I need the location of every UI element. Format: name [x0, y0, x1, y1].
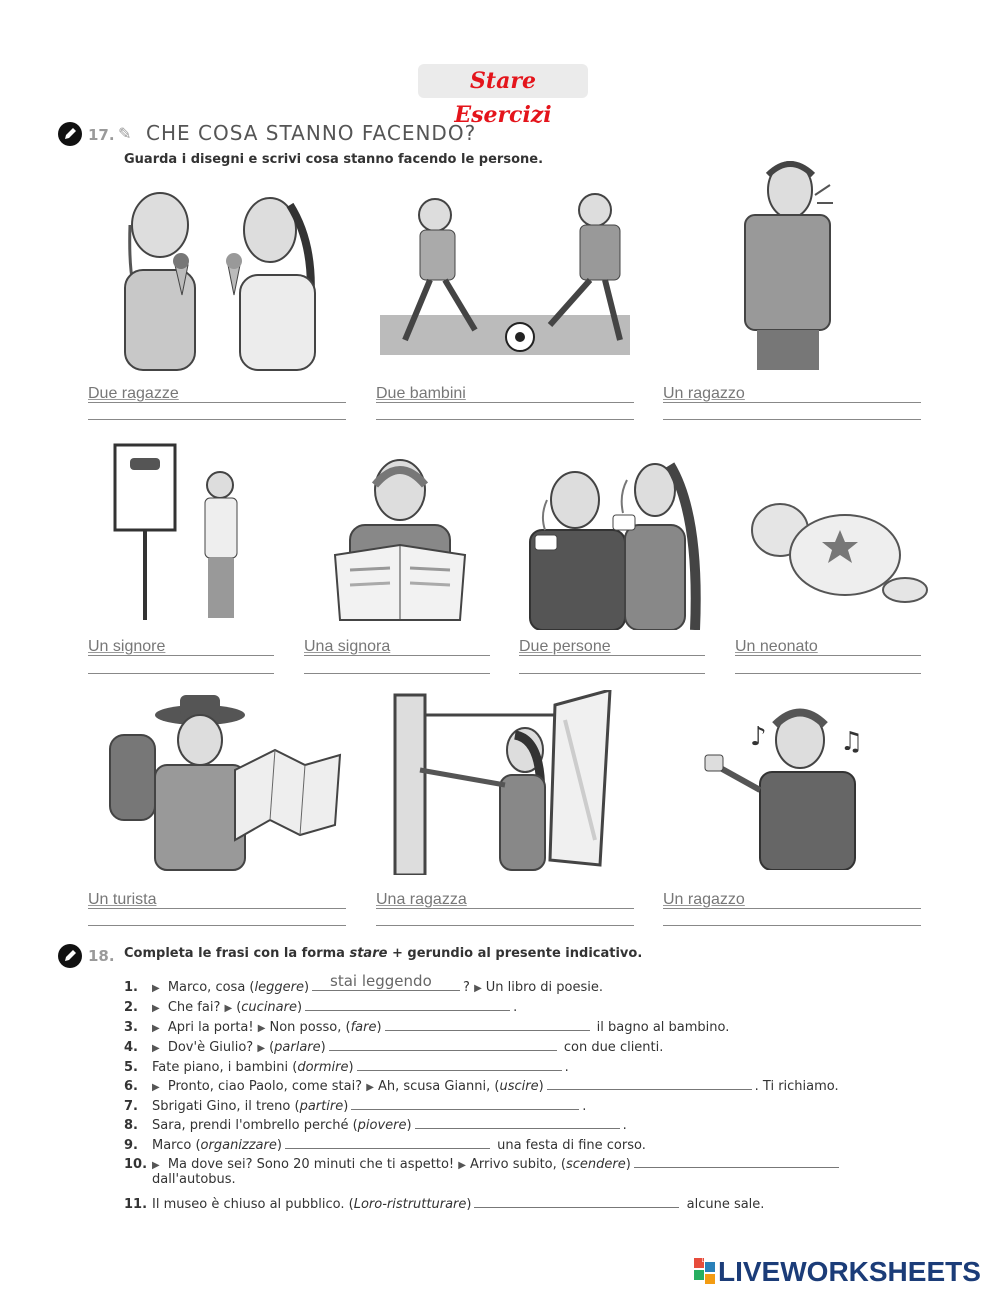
sentence-10-blank[interactable]	[634, 1153, 839, 1168]
item-label-5: Una signora	[304, 638, 391, 655]
sentence-1: 1. ▶ Marco, cosa ( leggere ) stai leggendo ? ▶ Un libro di poesie.	[124, 972, 604, 995]
logo-letters: LIVE	[701, 1258, 713, 1264]
sentence-7: 7. Sbrigati Gino, il treno ( partire ) .	[124, 1095, 586, 1114]
item-label-1: Due ragazze	[88, 385, 179, 402]
sentence-5-blank[interactable]	[357, 1056, 562, 1071]
answer-line-2a[interactable]	[376, 402, 634, 403]
sentence-3: 3. ▶ Apri la porta! ▶ Non posso, ( fare ) il bagno al bambino.	[124, 1016, 729, 1035]
svg-text:♪: ♪	[750, 722, 767, 752]
answer-line-6b[interactable]	[519, 673, 705, 674]
answer-line-1b[interactable]	[88, 419, 346, 420]
boy-listening-music-picture	[690, 700, 875, 870]
answer-line-10a[interactable]	[663, 908, 921, 909]
answer-line-5a[interactable]	[304, 655, 490, 656]
sentence-10: 10. ▶ Ma dove sei? Sono 20 minuti che ti aspetto! ▶ Arrivo subito, ( scendere )	[124, 1153, 842, 1172]
answer-line-4b[interactable]	[88, 673, 274, 674]
item-label-4: Un signore	[88, 638, 166, 655]
girl-opening-window-picture	[390, 690, 620, 875]
sentence-8: 8. Sara, prendi l'ombrello perché ( piovere ) .	[124, 1114, 627, 1133]
item-label-9: Una ragazza	[376, 891, 467, 908]
exercise-17-title: CHE COSA STANNO FACENDO?	[146, 121, 477, 145]
sentence-11-blank[interactable]	[474, 1193, 679, 1208]
item-label-10: Un ragazzo	[663, 891, 745, 908]
answer-line-5b[interactable]	[304, 673, 490, 674]
baby-sleeping-picture	[745, 480, 930, 620]
answer-line-7b[interactable]	[735, 673, 921, 674]
woman-reading-newspaper-picture	[320, 450, 480, 625]
answer-line-1a[interactable]	[88, 402, 346, 403]
answer-line-4a[interactable]	[88, 655, 274, 656]
item-label-2: Due bambini	[376, 385, 466, 402]
sentence-8-blank[interactable]	[415, 1114, 620, 1129]
exercise-18-number: 18.	[88, 947, 115, 965]
sentence-2-blank[interactable]	[305, 996, 510, 1011]
answer-line-7a[interactable]	[735, 655, 921, 656]
sentence-5: 5. Fate piano, i bambini ( dormire ) .	[124, 1056, 569, 1075]
girls-eating-ice-cream-picture	[100, 185, 340, 375]
exercise-17-number: 17.	[88, 126, 115, 144]
item-label-7: Un neonato	[735, 638, 818, 655]
answer-line-2b[interactable]	[376, 419, 634, 420]
sentence-11: 11. Il museo è chiuso al pubblico. ( Loro-ristrutturare ) alcune sale.	[124, 1193, 764, 1212]
answer-line-9b[interactable]	[376, 925, 634, 926]
sentence-3-blank[interactable]	[385, 1016, 590, 1031]
people-drinking-coffee-picture	[515, 455, 715, 630]
sentence-2: 2. ▶ Che fai? ▶ ( cucinare ) .	[124, 996, 517, 1015]
answer-line-8b[interactable]	[88, 925, 346, 926]
svg-text:♫: ♫	[840, 727, 864, 757]
sentence-7-blank[interactable]	[351, 1095, 579, 1110]
sentence-9: 9. Marco ( organizzare ) una festa di fine corso.	[124, 1134, 646, 1153]
exercise-17-instruction: Guarda i disegni e scrivi cosa stanno facendo le persone.	[124, 152, 544, 167]
sentence-4: 4. ▶ Dov'è Giulio? ▶ ( parlare ) con due clienti.	[124, 1036, 663, 1055]
sentence-10-continuation: dall'autobus.	[152, 1172, 236, 1187]
sentence-6: 6. ▶ Pronto, ciao Paolo, come stai? ▶ Ah, scusa Gianni, ( uscire ) . Ti richiamo.	[124, 1075, 839, 1094]
answer-line-3b[interactable]	[663, 419, 921, 420]
liveworksheets-brand[interactable]: LIVEWORKSHEETS	[718, 1256, 981, 1287]
item-label-6: Due persone	[519, 638, 611, 655]
pencil-icon	[58, 122, 82, 146]
sentence-1-blank[interactable]	[312, 972, 460, 991]
item-label-3: Un ragazzo	[663, 385, 745, 402]
exercise-18-instruction: Completa le frasi con la forma stare + gerundio al presente indicativo.	[124, 946, 643, 961]
item-label-8: Un turista	[88, 891, 157, 908]
sentence-1-answer: stai leggendo	[330, 972, 432, 990]
pencil-mark-icon: ✎	[118, 124, 132, 143]
page-title: Stare Esercizi	[418, 64, 588, 98]
boys-playing-football-picture	[380, 190, 630, 370]
answer-line-8a[interactable]	[88, 908, 346, 909]
sentence-4-blank[interactable]	[329, 1036, 557, 1051]
sentence-6-blank[interactable]	[547, 1075, 752, 1090]
answer-line-10b[interactable]	[663, 925, 921, 926]
answer-line-3a[interactable]	[663, 402, 921, 403]
man-at-bus-stop-picture	[110, 440, 260, 625]
tourist-reading-map-picture	[100, 690, 345, 875]
sentence-9-blank[interactable]	[285, 1134, 490, 1149]
boy-on-phone-picture	[735, 155, 845, 370]
pencil-icon	[58, 944, 82, 968]
answer-line-9a[interactable]	[376, 908, 634, 909]
answer-line-6a[interactable]	[519, 655, 705, 656]
